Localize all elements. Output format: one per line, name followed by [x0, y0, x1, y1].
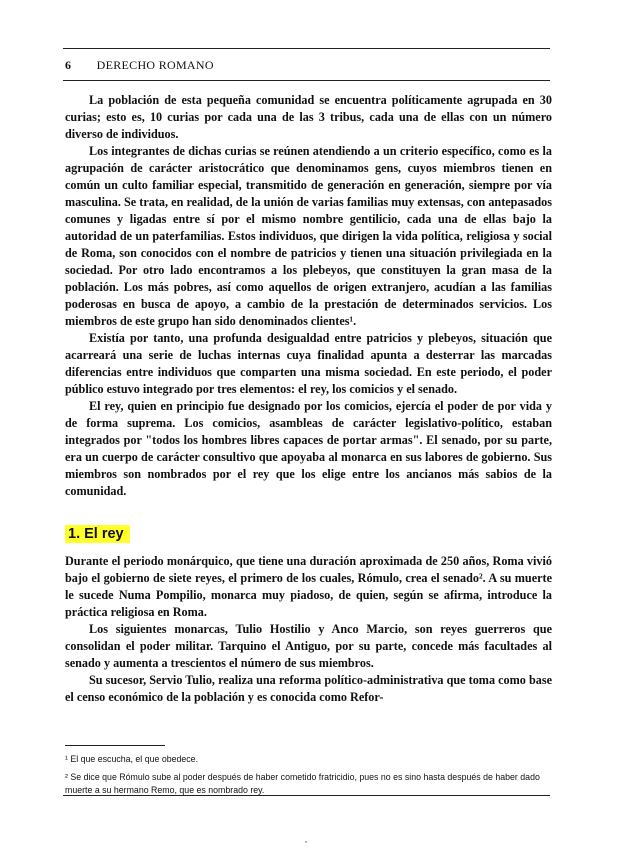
section-text [65, 553, 552, 706]
running-header [65, 58, 214, 73]
page-mark: , [305, 835, 307, 844]
paragraph: El rey, quien en principio fue designado por los comicios, ejercía el poder de por vida y de forma suprema. Los comicios, asambleas de carácter legislativo-político, estaban integrados por "todos los hombres libres capaces de portar armas". El senado, por su parte, era un cuerpo de carácter consultivo que apoyaba al monarca en sus labores de gobierno. Sus miembros son nombrados por el rey que los elige entre los ancianos más sabios de la comunidad. [65, 399, 552, 498]
paragraph: Su sucesor, Servio Tulio, realiza una reforma político-administrativa que toma como base el censo económico de la población y es conocida como Refor- [65, 673, 552, 704]
bottom-rule [63, 795, 550, 796]
paragraph: Los siguientes monarcas, Tulio Hostilio y Anco Marcio, son reyes guerreros que consolidan el poder militar. Tarquino el Antiguo, por su parte, concede más facultades al senado y aumenta a trescientos el número de sus miembros. [65, 622, 552, 670]
footnote-rule [65, 745, 165, 746]
section-heading: 1. El rey [65, 525, 130, 543]
paragraph: Durante el periodo monárquico, que tiene una duración aproximada de 250 años, Roma vivió bajo el gobierno de siete reyes, el primero de los cuales, Rómulo, crea el senado². A su muerte le sucede Numa Pompilio, monarca muy piadoso, de quien, según se afirma, introduce la práctica religiosa en Roma. [65, 554, 552, 619]
footnote: ¹ El que escucha, el que obedece. [65, 754, 199, 764]
paragraph: Los integrantes de dichas curias se reúnen atendiendo a un criterio específico, como es la agrupación de carácter aristocrático que denominamos gens, cuyos miembros tienen en común un culto familiar especial, transmitido de generación en generación, siempre por vía masculina. Se trata, en realidad, de la unión de varias familias muy extensas, con antepasados comunes y ligadas entre sí por el mismo nombre gentilicio, cada una de ellas bajo la autoridad de un paterfamilias. Estos individuos, que dirigen la vida política, religiosa y social de Roma, son conocidos con el nombre de patricios y tienen una situación privilegiada en la sociedad. Por otro lado encontramos a los plebeyos, que constituyen la gran masa de la población. Los más pobres, así como aquellos de origen extranjero, acudían a las familias poderosas en busca de apoyo, a cambio de la prestación de determinados servicios. Los miembros de este grupo han sido denominados clientes¹. [65, 144, 552, 328]
paragraph: Existía por tanto, una profunda desigualdad entre patricios y plebeyos, situación que acarreará una serie de luchas internas cuya finalidad apunta a desterrar las marcadas diferencias entre individuos que comparten una misma sociedad. En este periodo, el poder público estuvo integrado por tres elementos: el rey, los comicios y el senado. [65, 331, 552, 396]
page-number: 6 [65, 58, 72, 72]
paragraph: La población de esta pequeña comunidad se encuentra políticamente agrupada en 30 curias; esto es, 10 curias por cada una de las 3 tribus, cada una de ellas con un número diverso de individuos. [65, 93, 552, 141]
running-title: DERECHO ROMANO [96, 58, 214, 72]
top-rule [63, 48, 550, 49]
footnote: ² Se dice que Rómulo sube al poder después de haber cometido fratricidio, pues no es sino hasta después de haber dado muerte a su hermano Remo, que es nombrado rey. [65, 772, 540, 795]
header-rule [63, 80, 550, 81]
body-text [65, 92, 552, 500]
